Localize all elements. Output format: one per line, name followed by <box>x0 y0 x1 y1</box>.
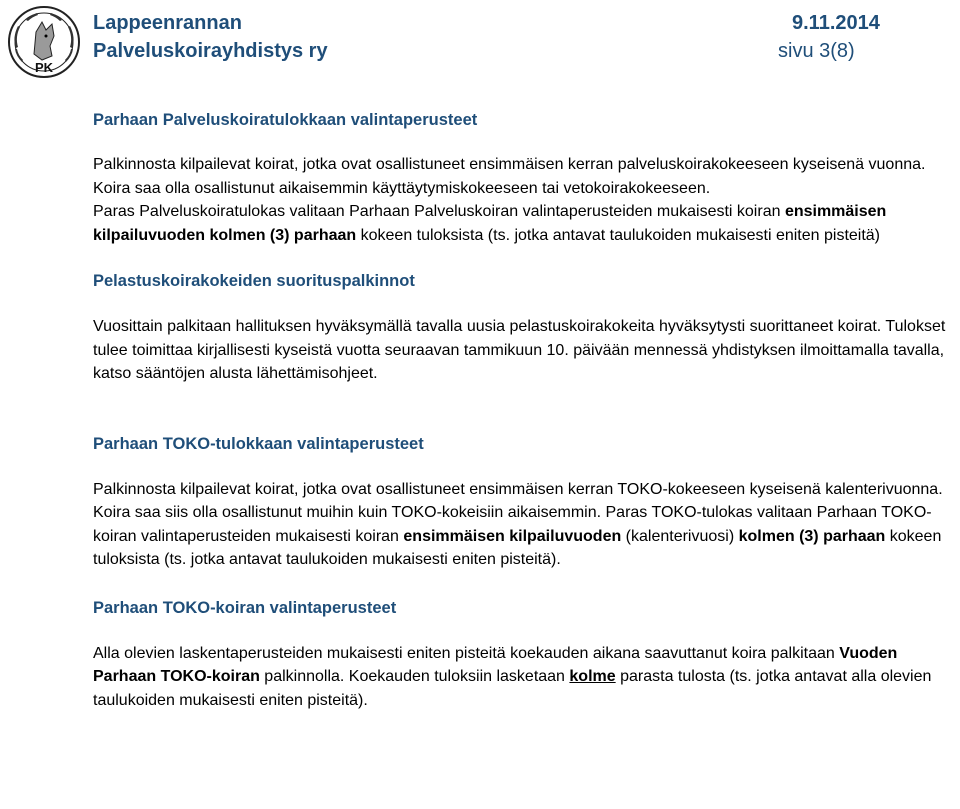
section-title-pelastuskoira: Pelastuskoirakokeiden suorituspalkinnot <box>93 272 415 290</box>
section-title-palveluskoiratulokas: Parhaan Palveluskoiratulokkaan valintaperusteet <box>93 111 478 129</box>
section-title-toko-koira: Parhaan TOKO-koiran valintaperusteet <box>93 598 397 617</box>
document-date: 9.11.2014 <box>792 12 880 34</box>
paragraph-pelastuskoira: Vuosittain palkitaan hallituksen hyväksymällä tavalla uusia pelastuskoirakokeita hyväksytysti suorittaneet koirat. Tulokset tulee toimittaa kirjallisesti kyseistä vuotta seuraavan tammikuun 10. päivään mennessä yhdistyksen ilmoittamalla tavalla, katso sääntöjen alusta lähettämisohjeet. <box>93 318 946 382</box>
paragraph-selection: Paras Palveluskoiratulokas valitaan Parhaan Palveluskoiran valintaperusteiden mukaisesti koiran ensimmäisen kilpailuvuoden kolmen (3) parhaan kokeen tuloksista (ts. jotka antavat taulukoiden mukaisesti eniten pisteitä) <box>93 203 887 244</box>
document-body <box>93 108 953 712</box>
page-number: sivu 3(8) <box>778 40 855 62</box>
logo-text: PK <box>34 60 54 75</box>
paragraph-toko-koira: Alla olevien laskentaperusteiden mukaisesti eniten pisteitä koekauden aikana saavuttanut koira palkitaan Vuoden Parhaan TOKO-koiran palkinnolla. Koekauden tuloksiin lasketaan kolme parasta tulosta (ts. jotka antavat alla olevien taulukoiden mukaisesti eniten pisteitä). <box>93 644 932 709</box>
club-logo <box>6 4 82 80</box>
paragraph-toko-tulokas: Palkinnosta kilpailevat koirat, jotka ovat osallistuneet ensimmäisen kerran TOKO-kokeeseen kyseisenä kalenterivuonna. Koira saa siis olla osallistunut muihin kuin TOKO-kokeisiin aikaisemmin. Paras TOKO-tulokas valitaan Parhaan TOKO-koiran valintaperusteiden mukaisesti koiran ensimmäisen kilpailuvuoden (kalenterivuosi) kolmen (3) parhaan kokeen tuloksista (ts. jotka antavat taulukoiden mukaisesti eniten pisteitä). <box>93 480 943 568</box>
section-title-toko-tulokas: Parhaan TOKO-tulokkaan valintaperusteet <box>93 434 424 453</box>
org-name-line2: Palveluskoirayhdistys ry <box>93 40 328 62</box>
paragraph-eligibility: Palkinnosta kilpailevat koirat, jotka ovat osallistuneet ensimmäisen kerran palveluskoirakokeeseen kyseisenä vuonna. Koira saa olla osallistunut aikaisemmin käyttäytymiskokeeseen tai vetokoirakokeeseen. <box>93 156 926 197</box>
org-name-line1: Lappeenrannan <box>93 12 242 34</box>
